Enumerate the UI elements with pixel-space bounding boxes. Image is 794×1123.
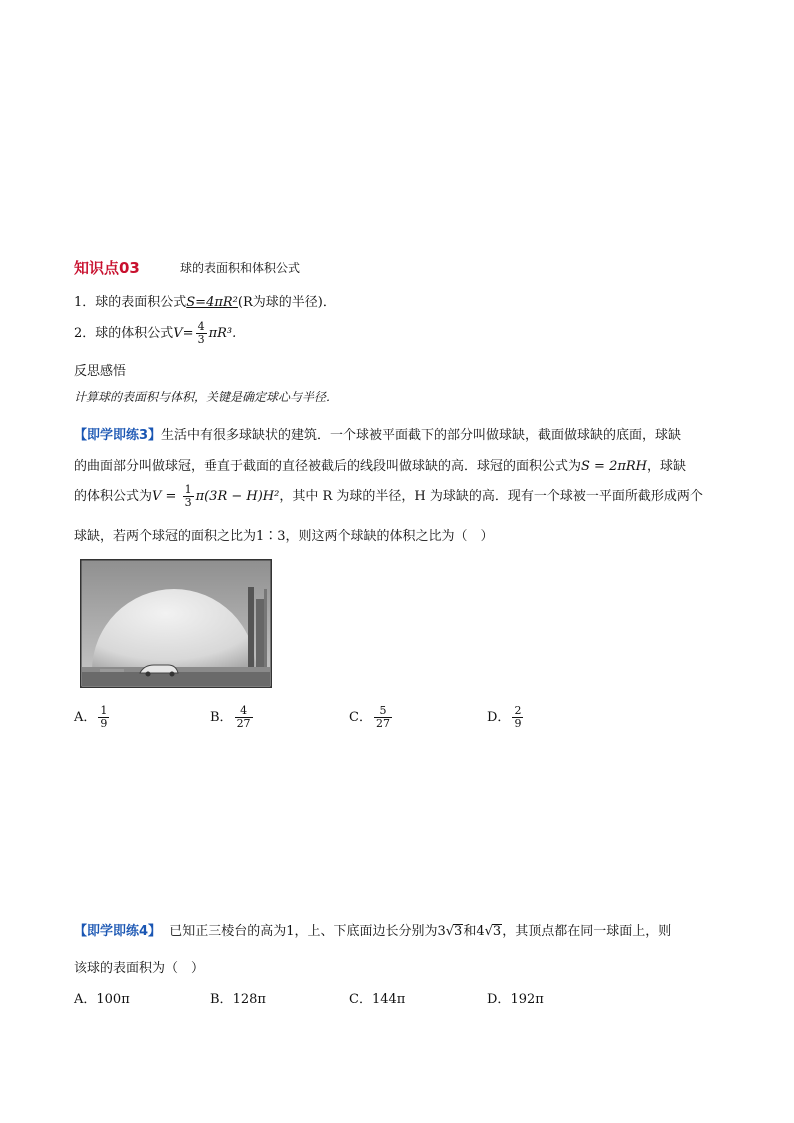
item1-suffix: (R为球的半径)． (237, 295, 336, 310)
option-label: B． (210, 992, 233, 1007)
practice3-option-b[interactable] (210, 705, 255, 730)
option-den: 27 (236, 717, 251, 730)
practice4-tag: 【即学即练4】 (74, 924, 162, 939)
practice4-text1b: ，其顶点都在同一球面上，则 (502, 924, 672, 939)
option-value: 100π (96, 992, 130, 1007)
option-num: 4 (235, 705, 253, 718)
practice4-text1a: 已知正三棱台的高为1，上、下底面边长分别为 (169, 924, 438, 939)
option-label: B． (210, 710, 233, 725)
item2-fraction (196, 321, 207, 346)
practice3-line3 (74, 484, 703, 509)
option-den: 27 (375, 717, 390, 730)
practice4-coef2: 4 (476, 924, 485, 939)
option-label: D． (487, 710, 511, 725)
option-value: 144π (371, 992, 406, 1007)
practice4-option-d[interactable] (487, 988, 544, 1007)
reflection-title: 反思感悟 (74, 364, 127, 379)
sqrt-symbol: √ (445, 924, 455, 939)
surface-area-formula-line (74, 291, 336, 310)
practice3-text2c: ，球缺 (647, 459, 687, 474)
practice3-option-a[interactable] (74, 705, 111, 730)
practice3-vol-lhs: V = (152, 489, 181, 504)
practice4-rad1: 3 (454, 924, 463, 939)
practice4-option-c[interactable] (349, 988, 405, 1007)
practice4-coef1: 3 (437, 924, 446, 939)
practice3-tag: 【即学即练3】 (74, 428, 162, 443)
item1-prefix: 1．球的表面积公式 (74, 295, 187, 310)
practice3-vol-frac-den: 3 (184, 496, 192, 509)
option-num: 1 (100, 704, 108, 717)
practice4-option-a[interactable] (74, 988, 130, 1007)
practice3-text1: 生活中有很多球缺状的建筑．一个球被平面截下的部分叫做球缺，截面做球缺的底面，球缺 (161, 428, 682, 443)
option-num: 2 (514, 704, 522, 717)
dome-building-photo (80, 559, 272, 688)
practice3-line2 (74, 455, 686, 474)
practice3-option-c[interactable] (349, 705, 394, 730)
option-num: 5 (374, 705, 392, 718)
option-value: 192π (510, 992, 544, 1007)
sqrt-symbol: √ (484, 924, 493, 939)
practice4-option-b[interactable] (210, 988, 266, 1007)
practice3-line1 (74, 424, 681, 443)
option-value: 128π (232, 992, 266, 1007)
option-den: 9 (100, 717, 108, 730)
practice4-mid: 和 (463, 924, 477, 939)
section-title: 球的表面积和体积公式 (180, 261, 301, 275)
practice3-line4: 球缺，若两个球冠的面积之比为1∶3，则这两个球缺的体积之比为（ ） (74, 529, 494, 544)
item2-prefix: 2．球的体积公式 (74, 326, 174, 341)
item2-frac-den: 3 (197, 333, 205, 346)
practice3-text2a: 的曲面部分叫做球冠，垂直于截面的直径被截后的线段叫做球缺的高．球冠的面积公式为 (74, 459, 582, 474)
option-label: A． (74, 992, 97, 1007)
practice3-vol-frac-num: 1 (184, 483, 192, 496)
practice4-line1 (74, 920, 671, 939)
option-label: A． (74, 710, 97, 725)
section-label: 知识点03 (74, 259, 140, 277)
option-label: C． (349, 710, 372, 725)
item1-formula: S=4πR² (186, 295, 238, 310)
reflection-body: 计算球的表面积与体积，关键是确定球心与半径． (74, 390, 339, 404)
practice3-text3b: ，其中 R 为球的半径，H 为球缺的高．现有一个球被一平面所截形成两个 (279, 489, 703, 504)
option-fraction (374, 705, 392, 730)
practice3-vol-fraction (183, 484, 194, 509)
volume-formula-line (74, 321, 236, 346)
option-label: D． (487, 992, 511, 1007)
practice4-rad2: 3 (492, 924, 502, 939)
option-label: C． (349, 992, 372, 1007)
option-fraction (98, 705, 109, 730)
practice3-option-d[interactable] (487, 705, 525, 730)
item2-lhs: V= (173, 326, 194, 341)
item2-frac-num: 4 (197, 320, 205, 333)
practice3-vol-rhs: π(3R − H)H² (195, 489, 280, 504)
practice4-line2: 该球的表面积为（ ） (74, 961, 205, 976)
practice3-cap-formula: S = 2πRH (581, 459, 648, 474)
option-fraction (512, 705, 523, 730)
option-fraction (235, 705, 253, 730)
practice3-text3a: 的体积公式为 (74, 489, 153, 504)
option-den: 9 (514, 717, 522, 730)
item2-rhs: πR³. (208, 326, 237, 341)
